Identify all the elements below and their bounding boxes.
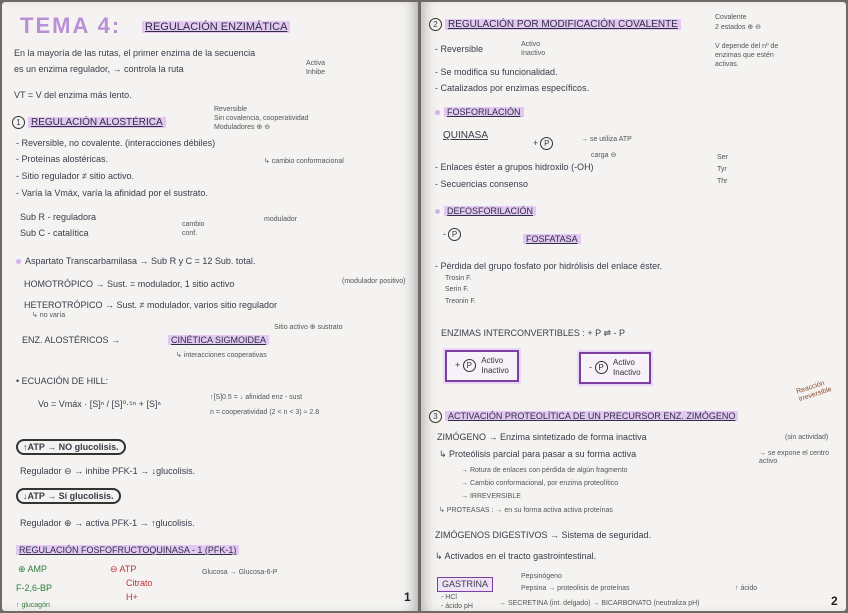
- atp-high-line: ↑ATP → NO glucolisis.: [16, 442, 126, 453]
- pepsinogeno-label: Pepsinógeno: [521, 573, 562, 580]
- positive-effector-3: ↑ glucagón: [16, 602, 50, 609]
- carga-note: carga ⊖: [591, 152, 617, 159]
- s2-side-5: activas.: [715, 61, 739, 68]
- heterotropico-line: HETEROTRÓPICO → Sust. ≠ modulador, varios sitio regulador: [24, 300, 278, 310]
- positive-effector-1: ⊕ AMP: [18, 564, 48, 574]
- s2-bullet-2: - Se modifica su funcionalidad.: [435, 67, 558, 77]
- cinetica-sigmoidea: CINÉTICA SIGMOIDEA: [168, 335, 269, 346]
- section-number-badge: 1: [12, 116, 25, 129]
- secretina-line: → SECRETINA (int. delgado) → BICARBONATO (neutraliza pH): [499, 600, 700, 607]
- residue-thr: Thr: [717, 178, 728, 185]
- intro-note-2: Inhibe: [306, 69, 326, 76]
- residue-tyr: Tyr: [717, 166, 727, 173]
- hill-remark-1: ↑[S]0.5 = ↓ afinidad enz - sust: [210, 394, 303, 401]
- pepsina-line: Pepsina → proteolisis de proteínas: [521, 585, 630, 592]
- enlaces-line: - Enlaces éster a grupos hidroxilo (-OH): [435, 162, 594, 172]
- s1-bullet-2-note: ↳ cambio conformacional: [264, 158, 344, 165]
- sub-regulatory: Sub R - reguladora: [20, 212, 97, 222]
- residue-ser: Ser: [717, 154, 728, 161]
- s1-bullet-2: - Proteínas alostéricas.: [16, 154, 109, 164]
- section-3-title: 3 ACTIVACIÓN PROTEOLÍTICA DE UN PRECURSOR ENZ. ZIMÓGENO: [429, 410, 738, 423]
- negative-effector-1: ⊖ ATP: [110, 564, 137, 574]
- s2-side-3: V depende del nº de: [715, 43, 779, 50]
- right-page: [421, 2, 846, 611]
- vt-line: VT = V del enzima más lento.: [14, 90, 132, 100]
- s2-side-2: 2 estados ⊕ ⊖: [715, 24, 761, 31]
- glucosa-line: Glucosa → Glucosa-6-P: [202, 569, 278, 576]
- fosforilacion-title: FOSFORILACIÓN: [435, 107, 524, 118]
- interconvertibles-line: ENZIMAS INTERCONVERTIBLES : + P ⇌ - P: [441, 328, 625, 338]
- plus-phosphate-icon: + P: [455, 360, 479, 370]
- gastrina-label: GASTRINA: [437, 577, 493, 592]
- irreversible-line: → IRREVERSIBLE: [461, 493, 521, 500]
- homotropico-note: (modulador positivo): [342, 278, 406, 285]
- irreversible-side-note: Reacción irreversible: [795, 379, 833, 404]
- aspartato-line: Aspartato Transcarbamilasa → Sub R y C = 12 Sub. total.: [16, 256, 255, 267]
- regulator-negative-line: Regulador ⊖ → inhibe PFK-1 → ↓glucolisis.: [20, 466, 196, 476]
- positive-effector-2: F-2,6-BP: [16, 583, 53, 593]
- intro-note-1: Activa: [306, 60, 326, 67]
- hetero-note-2: Sitio activo ⊕ sustrato: [274, 324, 343, 331]
- s1-bullet-1: - Reversible, no covalente. (interacciones débiles): [16, 138, 216, 148]
- s1-side-1: Reversible: [214, 106, 248, 113]
- proteolisis-note: → se expone el centro activo: [759, 450, 830, 465]
- intro-line-2: es un enzima regulador, → controla la ruta: [14, 64, 184, 74]
- active-box-minus: - P Activo Inactivo: [579, 352, 651, 384]
- negative-effector-3: H+: [126, 592, 138, 602]
- acido-ph-label: - ácido pH: [441, 603, 473, 610]
- defosforilacion-title: DEFOSFORILACIÓN: [435, 206, 536, 217]
- trosin: Trosin F.: [445, 275, 472, 282]
- zimogeno-line: ZIMÓGENO → Enzima sintetizado de forma inactiva: [437, 432, 647, 442]
- serin: Serin F.: [445, 286, 469, 293]
- conf-label: conf.: [182, 230, 198, 237]
- minus-phosphate-icon: - P: [589, 362, 611, 372]
- cambio-conf-line: → Cambio conformacional, por enzima proteolítico: [461, 480, 619, 487]
- zimogenos-digestivos: ZIMÓGENOS DIGESTIVOS → Sistema de seguridad.: [435, 530, 652, 540]
- sub-catalytic: Sub C - catalítica: [20, 228, 89, 238]
- pfk-title: REGULACIÓN FOSFOFRUCTOQUINASA - 1 (PFK-1): [16, 545, 239, 556]
- section-2-title: 2 REGULACIÓN POR MODIFICACIÓN COVALENTE: [429, 18, 681, 31]
- bullet-icon: [435, 209, 440, 214]
- proteolisis-line: ↳ Proteólisis parcial para pasar a su forma activa: [439, 449, 637, 459]
- hill-title: • ECUACIÓN DE HILL:: [16, 376, 109, 386]
- negative-effector-2: Citrato: [126, 578, 153, 588]
- hcl-label: - HCl: [441, 594, 457, 601]
- s2-bullet-3: - Catalizados por enzimas específicos.: [435, 83, 590, 93]
- cooperative-note: ↳ interacciones cooperativas: [176, 352, 267, 359]
- s2-bullet-1-note-2: Inactivo: [521, 50, 546, 57]
- page-title: TEMA 4:: [20, 13, 122, 38]
- page-number: 1: [404, 590, 411, 604]
- homotropico-line: HOMOTRÓPICO → Sust. = modulador, 1 sitio activo: [24, 279, 235, 289]
- secuencias-line: - Secuencias consenso: [435, 179, 529, 189]
- treonin: Treonin F.: [445, 298, 476, 305]
- atp-note: → se utiliza ATP: [581, 136, 632, 143]
- atp-low-line: ↓ATP → Sí glucolisis.: [16, 491, 121, 502]
- phosphate-marker: + P: [533, 137, 556, 150]
- page-number: 2: [831, 594, 838, 608]
- s2-side-4: enzimas que estén: [715, 52, 774, 59]
- bullet-icon: [16, 259, 21, 264]
- fosfatasa-label: FOSFATASA: [523, 234, 581, 245]
- enz-alostericos: ENZ. ALOSTÉRICOS →: [22, 335, 121, 345]
- proteasas-line: ↳ PROTEASAS : → en su forma activa activa proteínas: [439, 507, 613, 514]
- hill-remark-2: n = cooperatividad (2 < n < 3) ≈ 2.8: [210, 409, 320, 416]
- intro-line-1: En la mayoría de las rutas, el primer enzima de la secuencia: [14, 48, 256, 58]
- s2-bullet-1-note-1: Activo: [521, 41, 541, 48]
- cambio-label: cambio: [182, 221, 205, 228]
- acido-note: ↑ ácido: [735, 585, 758, 592]
- active-box-plus: + P Activo Inactivo: [445, 350, 519, 382]
- heading: REGULACIÓN ENZIMÁTICA: [142, 22, 290, 33]
- rotura-line: → Rotura de enlaces con pérdida de algún fragmento: [461, 467, 628, 474]
- s1-bullet-4: - Varía la Vmáx, varía la afinidad por el sustrato.: [16, 188, 208, 198]
- s2-bullet-1: - Reversible: [435, 44, 484, 54]
- hetero-note-1: ↳ no varía: [32, 312, 66, 319]
- modulador-label: modulador: [264, 216, 298, 223]
- left-page: [2, 2, 418, 611]
- section-number-badge: 2: [429, 18, 442, 31]
- regulator-positive-line: Regulador ⊕ → activa PFK-1 → ↑glucolisis.: [20, 518, 195, 528]
- section-number-badge: 3: [429, 410, 442, 423]
- s1-bullet-3: - Sitio regulador ≠ sitio activo.: [16, 171, 134, 181]
- activados-line: ↳ Activados en el tracto gastrointestinal.: [435, 551, 597, 561]
- bullet-icon: [435, 110, 440, 115]
- hill-equation: Vo = Vmáx · [S]ⁿ / [S]⁰·⁵ⁿ + [S]ⁿ: [38, 399, 161, 409]
- s2-side-1: Covalente: [715, 14, 747, 21]
- perdida-line: - Pérdida del grupo fosfato por hidrólisis del enlace éster.: [435, 261, 663, 271]
- dephos-phosphate-marker: - P: [443, 228, 464, 241]
- zimogeno-note: (sin actividad): [785, 434, 829, 441]
- s1-side-3: Moduladores ⊕ ⊖: [214, 124, 271, 131]
- s1-side-2: Sin covalencia, cooperatividad: [214, 115, 309, 122]
- quinasa-label: QUINASA: [443, 130, 489, 141]
- section-1-title: 1 REGULACIÓN ALOSTÉRICA: [12, 116, 166, 129]
